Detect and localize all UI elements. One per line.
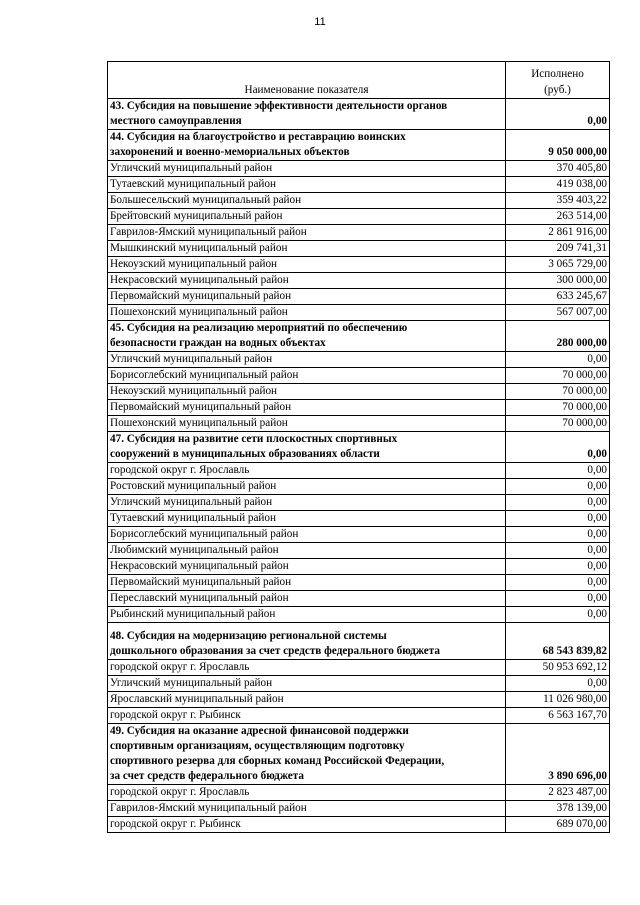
section-title-line: спортивного резерва для сборных команд Российской Федерации, (110, 755, 445, 767)
table-row (108, 708, 610, 724)
municipality-name-cell: городской округ г. Ярославль (108, 660, 506, 676)
value-cell: 3 890 696,00 (506, 724, 610, 785)
section-title-line: дошкольного образования за счет средств федерального бюджета (110, 645, 440, 657)
municipality-name-cell: Гаврилов-Ямский муниципальный район (108, 801, 506, 817)
value-cell: 0,00 (506, 432, 610, 463)
value-cell: 70 000,00 (506, 368, 610, 384)
value-cell: 2 823 487,00 (506, 785, 610, 801)
value-cell: 0,00 (506, 591, 610, 607)
section-title-cell (108, 99, 506, 130)
table-row (108, 676, 610, 692)
section-title-line: 45. Субсидия на реализацию мероприятий по обеспечению (110, 322, 408, 334)
section-title-line: 43. Субсидия на повышение эффективности деятельности органов (110, 100, 448, 112)
table-row (108, 400, 610, 416)
municipality-name-cell: Угличский муниципальный район (108, 352, 506, 368)
value-cell: 633 245,67 (506, 289, 610, 305)
section-header-row (108, 623, 610, 660)
value-cell: 209 741,31 (506, 241, 610, 257)
table-row (108, 591, 610, 607)
section-header-row (108, 321, 610, 352)
value-cell: 0,00 (506, 99, 610, 130)
table-row (108, 575, 610, 591)
municipality-name-cell: Угличский муниципальный район (108, 161, 506, 177)
section-title-line: местного самоуправления (110, 115, 242, 127)
municipality-name-cell: Угличский муниципальный район (108, 495, 506, 511)
table-row (108, 479, 610, 495)
section-title-cell (108, 130, 506, 161)
page-number: 11 (314, 16, 326, 28)
municipality-name-cell: Угличский муниципальный район (108, 676, 506, 692)
table-row (108, 209, 610, 225)
header-name-cell: Наименование показателя (108, 62, 506, 99)
value-cell: 50 953 692,12 (506, 660, 610, 676)
section-title-line: спортивным организациям, осуществляющим подготовку (110, 740, 405, 752)
table-row (108, 817, 610, 833)
table-row (108, 801, 610, 817)
table-row (108, 257, 610, 273)
municipality-name-cell: Большесельский муниципальный район (108, 193, 506, 209)
municipality-name-cell: Тутаевский муниципальный район (108, 177, 506, 193)
table-row (108, 368, 610, 384)
value-cell: 280 000,00 (506, 321, 610, 352)
section-title-cell (108, 432, 506, 463)
value-cell: 2 861 916,00 (506, 225, 610, 241)
table-row (108, 785, 610, 801)
value-cell: 68 543 839,82 (506, 623, 610, 660)
header-value-line1: Исполнено (531, 68, 584, 80)
section-header-row (108, 99, 610, 130)
municipality-name-cell: городской округ г. Ярославль (108, 785, 506, 801)
value-cell: 0,00 (506, 527, 610, 543)
municipality-name-cell: Первомайский муниципальный район (108, 575, 506, 591)
value-cell: 378 139,00 (506, 801, 610, 817)
value-cell: 0,00 (506, 511, 610, 527)
table-row (108, 463, 610, 479)
municipality-name-cell: Брейтовский муниципальный район (108, 209, 506, 225)
section-header-row (108, 130, 610, 161)
municipality-name-cell: городской округ г. Рыбинск (108, 708, 506, 724)
municipality-name-cell: Некоузский муниципальный район (108, 384, 506, 400)
value-cell: 70 000,00 (506, 400, 610, 416)
municipality-name-cell: Пошехонский муниципальный район (108, 416, 506, 432)
value-cell: 0,00 (506, 479, 610, 495)
header-value-line2: (руб.) (544, 84, 571, 96)
value-cell: 0,00 (506, 543, 610, 559)
municipality-name-cell: Борисоглебский муниципальный район (108, 368, 506, 384)
section-title-cell (108, 623, 506, 660)
table-row (108, 543, 610, 559)
municipality-name-cell: Тутаевский муниципальный район (108, 511, 506, 527)
municipality-name-cell: Некоузский муниципальный район (108, 257, 506, 273)
section-title-line: сооружений в муниципальных образованиях области (110, 448, 380, 460)
municipality-name-cell: Пошехонский муниципальный район (108, 305, 506, 321)
table-row (108, 511, 610, 527)
municipality-name-cell: Ростовский муниципальный район (108, 479, 506, 495)
value-cell: 70 000,00 (506, 416, 610, 432)
value-cell: 0,00 (506, 352, 610, 368)
value-cell: 567 007,00 (506, 305, 610, 321)
table-row (108, 241, 610, 257)
table-row (108, 225, 610, 241)
municipality-name-cell: Переславский муниципальный район (108, 591, 506, 607)
table-row (108, 660, 610, 676)
municipality-name-cell: Любимский муниципальный район (108, 543, 506, 559)
value-cell: 6 563 167,70 (506, 708, 610, 724)
value-cell: 3 065 729,00 (506, 257, 610, 273)
municipality-name-cell: Первомайский муниципальный район (108, 289, 506, 305)
table-row (108, 273, 610, 289)
value-cell: 11 026 980,00 (506, 692, 610, 708)
report-table-body (108, 62, 610, 833)
table-row (108, 692, 610, 708)
section-title-cell (108, 321, 506, 352)
table-header-row (108, 62, 610, 99)
value-cell: 370 405,80 (506, 161, 610, 177)
section-title-line: 47. Субсидия на развитие сети плоскостных спортивных (110, 433, 398, 445)
section-title-line: 48. Субсидия на модернизацию региональной системы (110, 630, 387, 642)
municipality-name-cell: Первомайский муниципальный район (108, 400, 506, 416)
table-row (108, 193, 610, 209)
municipality-name-cell: городской округ г. Ярославль (108, 463, 506, 479)
value-cell: 0,00 (506, 463, 610, 479)
municipality-name-cell: Борисоглебский муниципальный район (108, 527, 506, 543)
value-cell: 300 000,00 (506, 273, 610, 289)
section-title-line: 44. Субсидия на благоустройство и реставрацию воинских (110, 131, 406, 143)
value-cell: 359 403,22 (506, 193, 610, 209)
value-cell: 419 038,00 (506, 177, 610, 193)
report-table (107, 61, 610, 833)
value-cell: 0,00 (506, 575, 610, 591)
table-row (108, 352, 610, 368)
section-title-line: за счет средств федерального бюджета (110, 770, 304, 782)
section-title-line: безопасности граждан на водных объектах (110, 337, 326, 349)
table-row (108, 305, 610, 321)
municipality-name-cell: Некрасовский муниципальный район (108, 559, 506, 575)
municipality-name-cell: Рыбинский муниципальный район (108, 607, 506, 623)
municipality-name-cell: Ярославский муниципальный район (108, 692, 506, 708)
section-title-line: захоронений и военно-мемориальных объектов (110, 146, 350, 158)
header-value-cell (506, 62, 610, 99)
value-cell: 689 070,00 (506, 817, 610, 833)
section-header-row (108, 724, 610, 785)
section-title-cell (108, 724, 506, 785)
table-row (108, 527, 610, 543)
table-row (108, 289, 610, 305)
value-cell: 0,00 (506, 607, 610, 623)
table-row (108, 416, 610, 432)
value-cell: 263 514,00 (506, 209, 610, 225)
municipality-name-cell: Мышкинский муниципальный район (108, 241, 506, 257)
table-row (108, 495, 610, 511)
value-cell: 0,00 (506, 495, 610, 511)
municipality-name-cell: Гаврилов-Ямский муниципальный район (108, 225, 506, 241)
municipality-name-cell: Некрасовский муниципальный район (108, 273, 506, 289)
section-header-row (108, 432, 610, 463)
table-row (108, 559, 610, 575)
table-row (108, 607, 610, 623)
value-cell: 9 050 000,00 (506, 130, 610, 161)
table-row (108, 384, 610, 400)
value-cell: 0,00 (506, 559, 610, 575)
table-row (108, 161, 610, 177)
value-cell: 70 000,00 (506, 384, 610, 400)
table-row (108, 177, 610, 193)
section-title-line: 49. Субсидия на оказание адресной финансовой поддержки (110, 725, 409, 737)
municipality-name-cell: городской округ г. Рыбинск (108, 817, 506, 833)
value-cell: 0,00 (506, 676, 610, 692)
